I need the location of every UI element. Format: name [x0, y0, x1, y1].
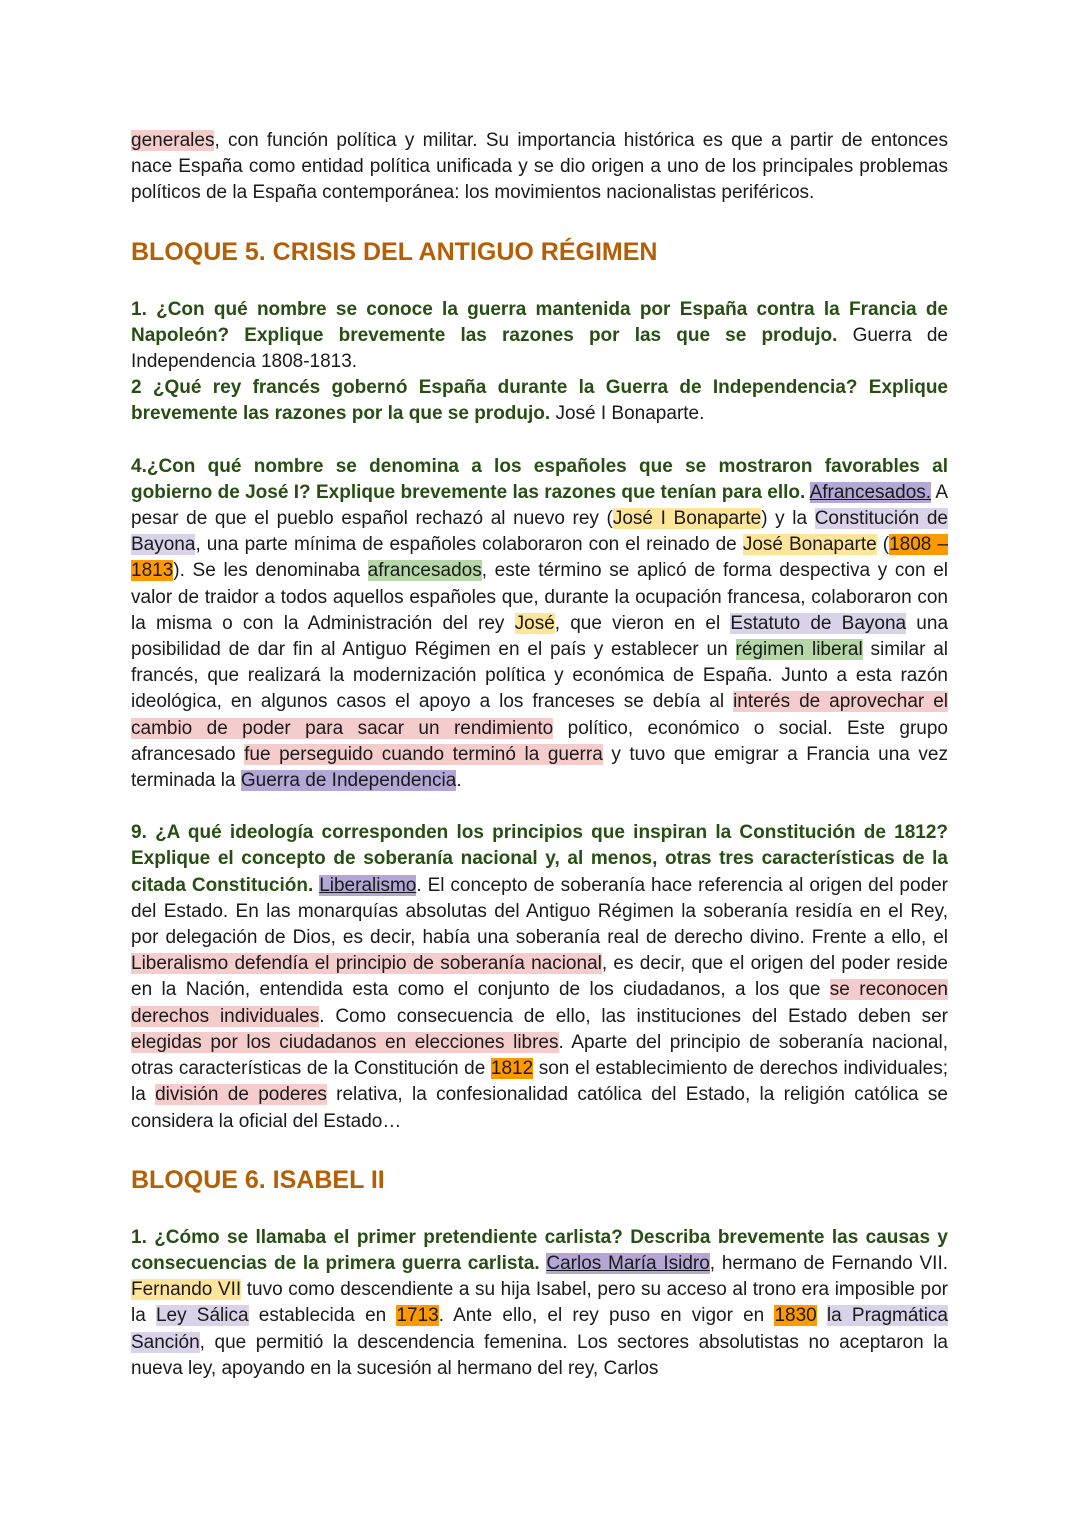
answer-text: y tuvo que emigrar a Francia una vez terminada la — [131, 743, 948, 792]
highlight-fernando-vii: Fernando VII — [131, 1279, 242, 1301]
heading-bloque-6: BLOQUE 6. ISABEL II — [131, 1165, 385, 1194]
question-text: 2 ¿Qué rey francés gobernó España durante la Guerra de Independencia? Explique brevemente las razones por la que se produjo. — [131, 377, 948, 425]
bloque5-q2 — [131, 375, 948, 427]
answer-text: , que permitió la descendencia femenina. Los sectores absolutistas no aceptaron la nueva ley, apoyando en la sucesión al hermano del rey, Carlos — [131, 1331, 948, 1379]
answer-text: A pesar de que el pueblo español rechazó al nuevo rey ( — [131, 481, 949, 530]
answer-text: relativa, la confesionalidad católica del Estado, la religión católica se considera la oficial del Estado… — [131, 1084, 948, 1132]
highlight-interes: interés de aprovechar el cambio de poder para sacar un rendimiento — [131, 691, 948, 739]
intro-text: , con función política y militar. Su importancia histórica es que a partir de entonces nace España como entidad política unificada y se dio origen a uno de los principales problemas políticos de la España contemporánea: los movimientos nacionalistas periféricos. — [131, 130, 948, 204]
question-text: 9. ¿A qué ideología corresponden los principios que inspiran la Constitución de 1812? Explique el concepto de soberanía nacional y, al menos, otras tres características de la citada Constitución. — [131, 822, 948, 896]
bloque5-q4 — [131, 454, 948, 795]
question-text: 4.¿Con qué nombre se denomina a los españoles que se mostraron favorables al gobierno de José I? Explique brevemente las razones que tenían para ello. — [131, 455, 948, 503]
spacer-text — [817, 1305, 827, 1326]
highlight-afrancesados-answer: Afrancesados. — [809, 481, 932, 503]
bloque6-q1 — [131, 1225, 948, 1382]
answer-text: , una parte mínima de españoles colaboraron con el reinado de — [195, 534, 743, 556]
highlight-1713: 1713 — [396, 1305, 439, 1327]
answer-text: , que vieron en el — [554, 612, 731, 634]
highlight-elecciones-libres: elegidas por los ciudadanos en elecciones libres — [131, 1031, 559, 1053]
answer-text: una posibilidad de dar fin al Antiguo Régimen en el país y establecer un — [131, 612, 949, 661]
answer-text: José I Bonaparte. — [550, 403, 705, 425]
question-text: 1. ¿Con qué nombre se conoce la guerra mantenida por España contra la Francia de Napoleón? Explique brevemente las razones por las que se produjo. — [131, 298, 948, 346]
answer-text: político, económico o social. Este grupo afrancesado — [131, 717, 948, 765]
highlight-estatuto-bayona: Estatuto de Bayona — [730, 612, 907, 634]
highlight-guerra-independencia: Guerra de Independencia — [240, 770, 457, 792]
answer-text: . El concepto de soberanía hace referencia al origen del poder del Estado. En las monarquías absolutas del Antiguo Régimen la soberanía residía en el Rey, por delegación de Dios, es decir, había una soberanía real de derecho divino. Frente a ello, el — [131, 874, 948, 949]
answer-text: , es decir, que el origen del poder reside en la Nación, entendida esta como el conjunto de los ciudadanos, a los que — [131, 953, 948, 1001]
highlight-generales: generales — [131, 130, 215, 151]
highlight-constitucion-bayona: Constitución de Bayona — [131, 508, 948, 556]
answer-text: ). Se les denominaba — [173, 560, 368, 582]
question-text: 1. ¿Cómo se llamaba el primer pretendiente carlista? Describa brevemente las causas y consecuencias de la primera guerra carlista. — [131, 1226, 948, 1274]
highlight-pragmatica-sancion: la Pragmática Sanción — [131, 1305, 948, 1353]
answer-text: establecida en — [248, 1305, 397, 1327]
answer-text: . Aparte del principio de soberanía nacional, otras características de la Constitución de — [131, 1031, 948, 1080]
answer-text: Guerra de Independencia 1808-1813. — [131, 324, 948, 373]
document-page — [131, 128, 948, 1382]
bloque5-q9 — [131, 820, 948, 1134]
answer-text: ( — [876, 534, 890, 556]
highlight-1830: 1830 — [774, 1305, 817, 1327]
highlight-regimen-liberal: régimen liberal — [735, 639, 863, 661]
answer-text: son el establecimiento de derechos individuales; la — [131, 1058, 948, 1106]
answer-text: ) y la — [761, 508, 815, 530]
bloque5-q1 — [131, 297, 948, 376]
highlight-derechos-individuales: se reconocen derechos individuales — [131, 979, 948, 1027]
intro-paragraph — [131, 128, 948, 207]
answer-text: tuvo como descendiente a su hija Isabel, pero su acceso al trono era imposible por la — [131, 1279, 949, 1327]
answer-text: . Como consecuencia de ello, las instituciones del Estado deben ser — [319, 1005, 948, 1027]
answer-text: , este término se aplicó de forma despectiva y con el valor de traidor a todos aquellos españoles que, durante la ocupación francesa, colaboraron con la misma o con la Administración del rey — [131, 560, 948, 634]
highlight-division-poderes: división de poderes — [155, 1084, 327, 1106]
highlight-liberalismo-answer: Liberalismo — [319, 874, 417, 896]
heading-bloque-5: BLOQUE 5. CRISIS DEL ANTIGUO RÉGIMEN — [131, 237, 658, 266]
answer-text: . — [456, 770, 462, 792]
answer-text: . Ante ello, el rey puso en vigor en — [438, 1305, 775, 1327]
highlight-perseguido: fue perseguido cuando terminó la guerra — [244, 743, 603, 765]
highlight-jose-bonaparte: José Bonaparte — [742, 534, 877, 556]
answer-text: , hermano de Fernando VII. — [709, 1252, 949, 1274]
highlight-1812: 1812 — [490, 1058, 534, 1080]
highlight-dates-1808-1813: 1808 – 1813 — [131, 534, 949, 582]
highlight-carlos-maria-isidro: Carlos María Isidro — [546, 1252, 710, 1274]
answer-text: similar al francés, que realizará la modernización política y económica de España. Junto a esta razón ideológica, en algunos casos el apoyo a los franceses se debía al — [131, 639, 949, 713]
highlight-soberania-nacional: Liberalismo defendía el principio de soberanía nacional — [131, 953, 602, 975]
highlight-ley-salica: Ley Sálica — [155, 1305, 249, 1327]
highlight-afrancesados: afrancesados — [367, 560, 482, 582]
highlight-jose: José — [514, 612, 555, 634]
highlight-jose-i-bonaparte: José I Bonaparte — [612, 508, 762, 530]
